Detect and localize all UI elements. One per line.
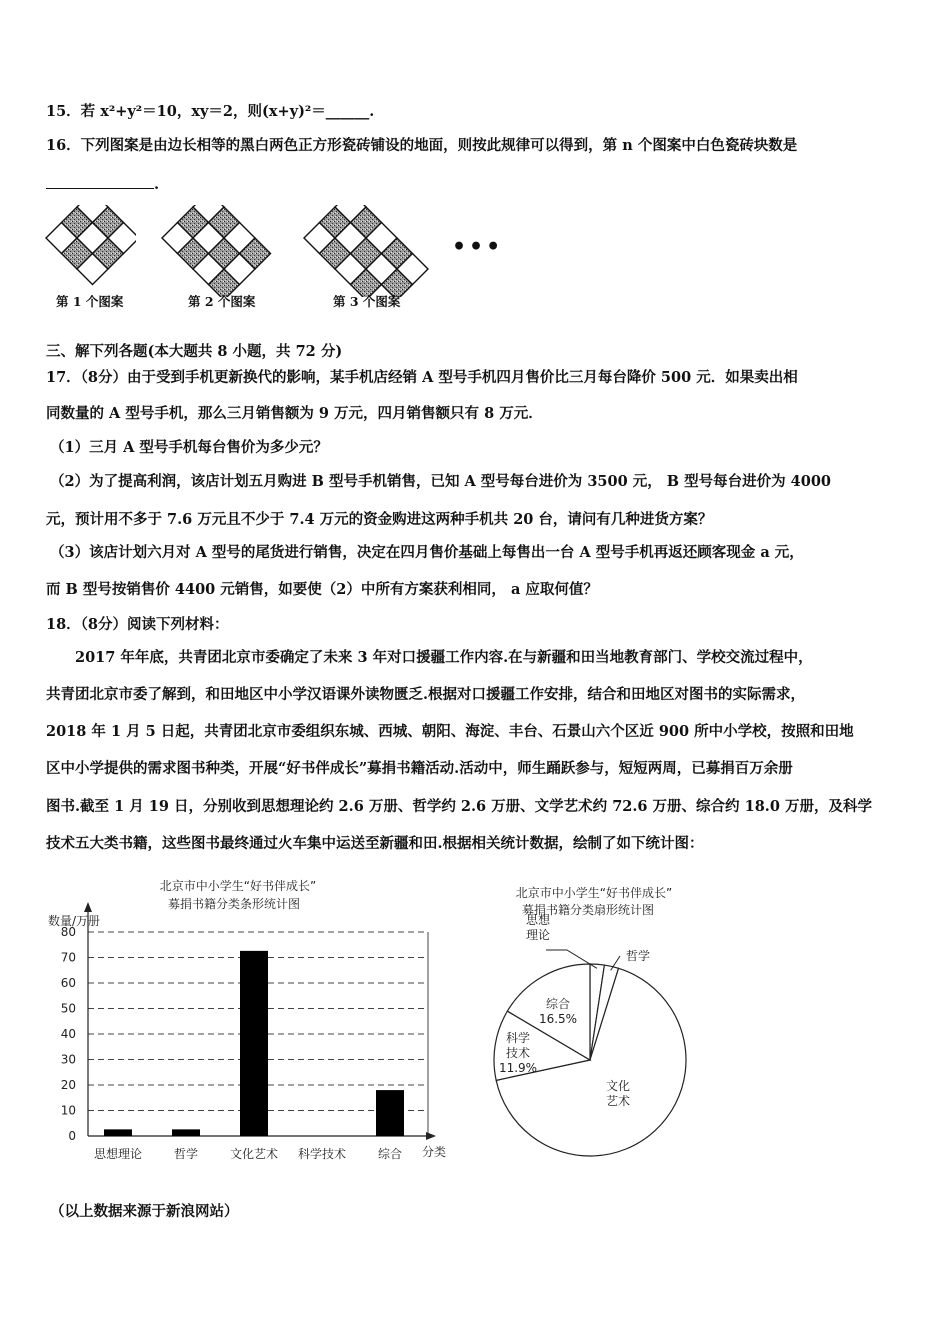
question-17-line-1: 17．（8分）由于受到手机更新换代的影响，某手机店经销 A 型号手机四月售价比三月每台降价 500 元．如果卖出相	[46, 369, 798, 386]
bar	[172, 1129, 200, 1136]
question-15: 15．若 x²+y²＝10，xy＝2，则(x+y)²＝______.	[46, 103, 375, 120]
data-source-note: （以上数据来源于新浪网站）	[50, 1203, 239, 1220]
answer-blank	[46, 174, 154, 189]
question-18-paragraph-1: 2017 年年底，共青团北京市委确定了未来 3 年对口援疆工作内容.在与新疆和田当地教育部门、学校交流过程中，	[46, 649, 813, 666]
pie-label: 综合	[545, 997, 571, 1011]
ellipsis-dots: •••	[452, 234, 504, 260]
pie-label: 科学	[505, 1031, 531, 1045]
question-17-part-3a: （3）该店计划六月对 A 型号的尾货进行销售，决定在四月售价基础上每售出一台 A 型号手机再返还顾客现金 a 元，	[50, 544, 804, 561]
question-16-answer-line: .	[46, 174, 159, 195]
pie-label: 哲学	[625, 949, 651, 963]
x-tick-label: 文化艺术	[229, 1147, 279, 1161]
pie-label: 16.5%	[538, 1012, 578, 1026]
pattern-caption-3: 第 3 个图案	[333, 294, 401, 309]
question-18-paragraph-3: 2018 年 1 月 5 日起，共青团北京市委组织东城、西城、朝阳、海淀、丰台、石景山六个区近 900 所中小学校，按照和田地	[46, 723, 854, 740]
y-tick-label: 50	[60, 1001, 76, 1016]
x-tick-label: 综合	[377, 1147, 403, 1161]
question-18-paragraph-6: 技术五大类书籍，这些图书最终通过火车集中运送至新疆和田.根据相关统计数据，绘制了如下统计图：	[46, 835, 704, 852]
question-17-part-2a: （2）为了提高利润，该店计划五月购进 B 型号手机销售，已知 A 型号每台进价为 3500 元， B 型号每台进价为 4000	[50, 473, 831, 490]
question-17-part-3b: 而 B 型号按销售价 4400 元销售，如要使（2）中所有方案获利相同， a 应取何值？	[46, 581, 598, 598]
pie-label: 思想	[525, 913, 551, 927]
bar-chart-xlabel: 分类	[422, 1145, 447, 1159]
tile-group	[162, 205, 271, 297]
y-tick-label: 40	[60, 1027, 76, 1041]
bar-chart-ylabel: 数量/万册	[48, 914, 101, 928]
y-tick-label: 30	[60, 1052, 76, 1067]
question-18-paragraph-4: 区中小学提供的需求图书种类，开展“好书伴成长”募捐书籍活动.活动中，师生踊跃参与，短短两周，已募捐百万余册	[46, 760, 793, 777]
y-tick-label: 60	[60, 976, 76, 990]
pattern-caption-1: 第 1 个图案	[56, 294, 124, 309]
x-axis-arrow	[426, 1132, 436, 1140]
question-17-part-1: （1）三月 A 型号手机每台售价为多少元？	[50, 439, 328, 456]
bar-chart	[40, 870, 460, 1170]
pie-chart-title: 北京市中小学生“好书伴成长”	[515, 886, 673, 900]
question-17-line-2: 同数量的 A 型号手机，那么三月销售额为 9 万元，四月销售额只有 8 万元．	[46, 405, 543, 422]
tile-group	[304, 205, 428, 297]
y-tick-label: 70	[60, 950, 76, 965]
pattern-caption-2: 第 2 个图案	[188, 294, 256, 309]
pie-label: 理论	[525, 928, 551, 942]
x-tick-label: 科学技术	[297, 1147, 347, 1161]
pie-label: 11.9%	[498, 1061, 538, 1075]
question-17-part-2b: 元，预计用不多于 7.6 万元且不少于 7.4 万元的资金购进这两种手机共 20 台，请问有几种进货方案？	[46, 511, 713, 528]
pie-chart	[470, 880, 740, 1190]
pie-label: 技术	[505, 1046, 531, 1060]
y-tick-label: 20	[60, 1078, 76, 1092]
y-tick-label: 0	[68, 1129, 76, 1143]
question-18-paragraph-5: 图书.截至 1 月 19 日，分别收到思想理论约 2.6 万册、哲学约 2.6 万册、文学艺术约 72.6 万册、综合约 18.0 万册，及科学	[46, 798, 872, 815]
bar	[104, 1129, 132, 1136]
tile-pattern-1	[44, 205, 136, 297]
pie-chart-subtitle: 募捐书籍分类扇形统计图	[521, 903, 655, 917]
tile-pattern-2	[160, 205, 284, 297]
question-18-paragraph-2: 共青团北京市委了解到，和田地区中小学汉语课外读物匮乏.根据对口援疆工作安排，结合和田地区对图书的实际需求，	[46, 686, 806, 703]
y-tick-label: 80	[60, 925, 76, 939]
pie-label: 文化	[605, 1079, 631, 1093]
tile-pattern-3	[302, 205, 440, 297]
y-axis-arrow	[84, 902, 92, 912]
x-tick-label: 思想理论	[93, 1147, 143, 1161]
bar	[376, 1090, 404, 1136]
bar-chart-title: 北京市中小学生“好书伴成长”	[159, 879, 317, 893]
bar-chart-subtitle: 募捐书籍分类条形统计图	[167, 897, 301, 911]
section-3-heading: 三、解下列各题(本大题共 8 小题，共 72 分)	[46, 343, 343, 360]
x-tick-label: 哲学	[173, 1147, 199, 1161]
question-18: 18．（8分）阅读下列材料：	[46, 616, 229, 633]
bar	[240, 951, 268, 1136]
y-tick-label: 10	[60, 1103, 76, 1118]
pie-label: 艺术	[605, 1094, 631, 1108]
question-16: 16．下列图案是由边长相等的黑白两色正方形瓷砖铺设的地面，则按此规律可以得到，第 n 个图案中白色瓷砖块数是	[46, 137, 798, 154]
tile-group	[46, 205, 136, 285]
